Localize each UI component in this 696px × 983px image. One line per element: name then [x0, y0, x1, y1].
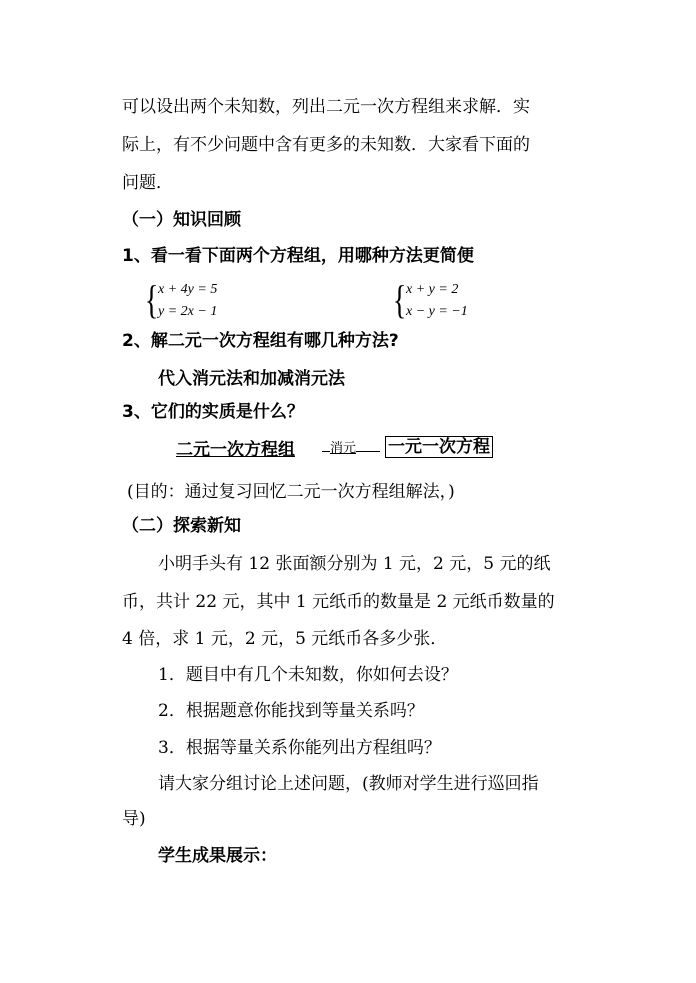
purpose-note: (目的：通过复习回忆二元一次方程组解法，) — [127, 482, 455, 502]
diagram-left-label: 二元一次方程组 — [176, 440, 295, 460]
guide-question-2: 2．根据题意你能找到等量关系吗？ — [158, 701, 424, 721]
arrow-icon — [356, 443, 380, 452]
discuss-line-2: 导) — [122, 809, 146, 829]
results-heading: 学生成果展示： — [158, 846, 277, 866]
diagram-arrow — [322, 441, 380, 457]
question-2: 2、解二元一次方程组有哪几种方法? — [122, 331, 399, 351]
guide-question-3: 3．根据等量关系你能列出方程组吗？ — [158, 738, 441, 758]
diagram-right-label: 一元一次方程 — [385, 436, 493, 458]
system-2-equation-1: x + y = 2 — [406, 282, 459, 297]
problem-line-1: 小明手头有 12 张面额分别为 1 元，2 元，5 元的纸 — [158, 554, 551, 574]
question-3: 3、它们的实质是什么？ — [122, 402, 304, 422]
diagram-left-term — [176, 439, 295, 461]
discuss-line-1: 请大家分组讨论上述问题，(教师对学生进行巡回指 — [158, 774, 539, 794]
equation-system-2 — [392, 277, 534, 324]
system-1-equation-2: y = 2x − 1 — [158, 304, 218, 319]
equation-system-1 — [144, 277, 286, 324]
intro-line-3: 问题． — [122, 173, 173, 193]
left-brace-icon: { — [144, 277, 159, 322]
answer-2: 代入消元法和加减消元法 — [158, 369, 345, 389]
diagram-right-term — [385, 436, 493, 458]
section-2-title: （二）探索新知 — [122, 516, 241, 536]
intro-line-2: 际上，有不少问题中含有更多的未知数．大家看下面的 — [122, 135, 530, 155]
problem-line-2: 币，共计 22 元，其中 1 元纸币的数量是 2 元纸币数量的 — [122, 592, 555, 612]
intro-line-1: 可以设出两个未知数，列出二元一次方程组来求解．实 — [122, 97, 530, 117]
system-1-equation-1: x + 4y = 5 — [158, 282, 218, 297]
question-1: 1、看一看下面两个方程组，用哪种方法更简便 — [122, 246, 474, 266]
guide-question-1: 1．题目中有几个未知数，你如何去设？ — [158, 665, 458, 685]
section-1-title: （一）知识回顾 — [122, 210, 241, 230]
system-2-equation-2: x − y = −1 — [406, 304, 468, 319]
left-brace-icon: { — [392, 277, 407, 322]
problem-line-3: 4 倍，求 1 元，2 元，5 元纸币各多少张． — [122, 629, 448, 649]
diagram-arrow-label: 消元 — [330, 441, 357, 456]
